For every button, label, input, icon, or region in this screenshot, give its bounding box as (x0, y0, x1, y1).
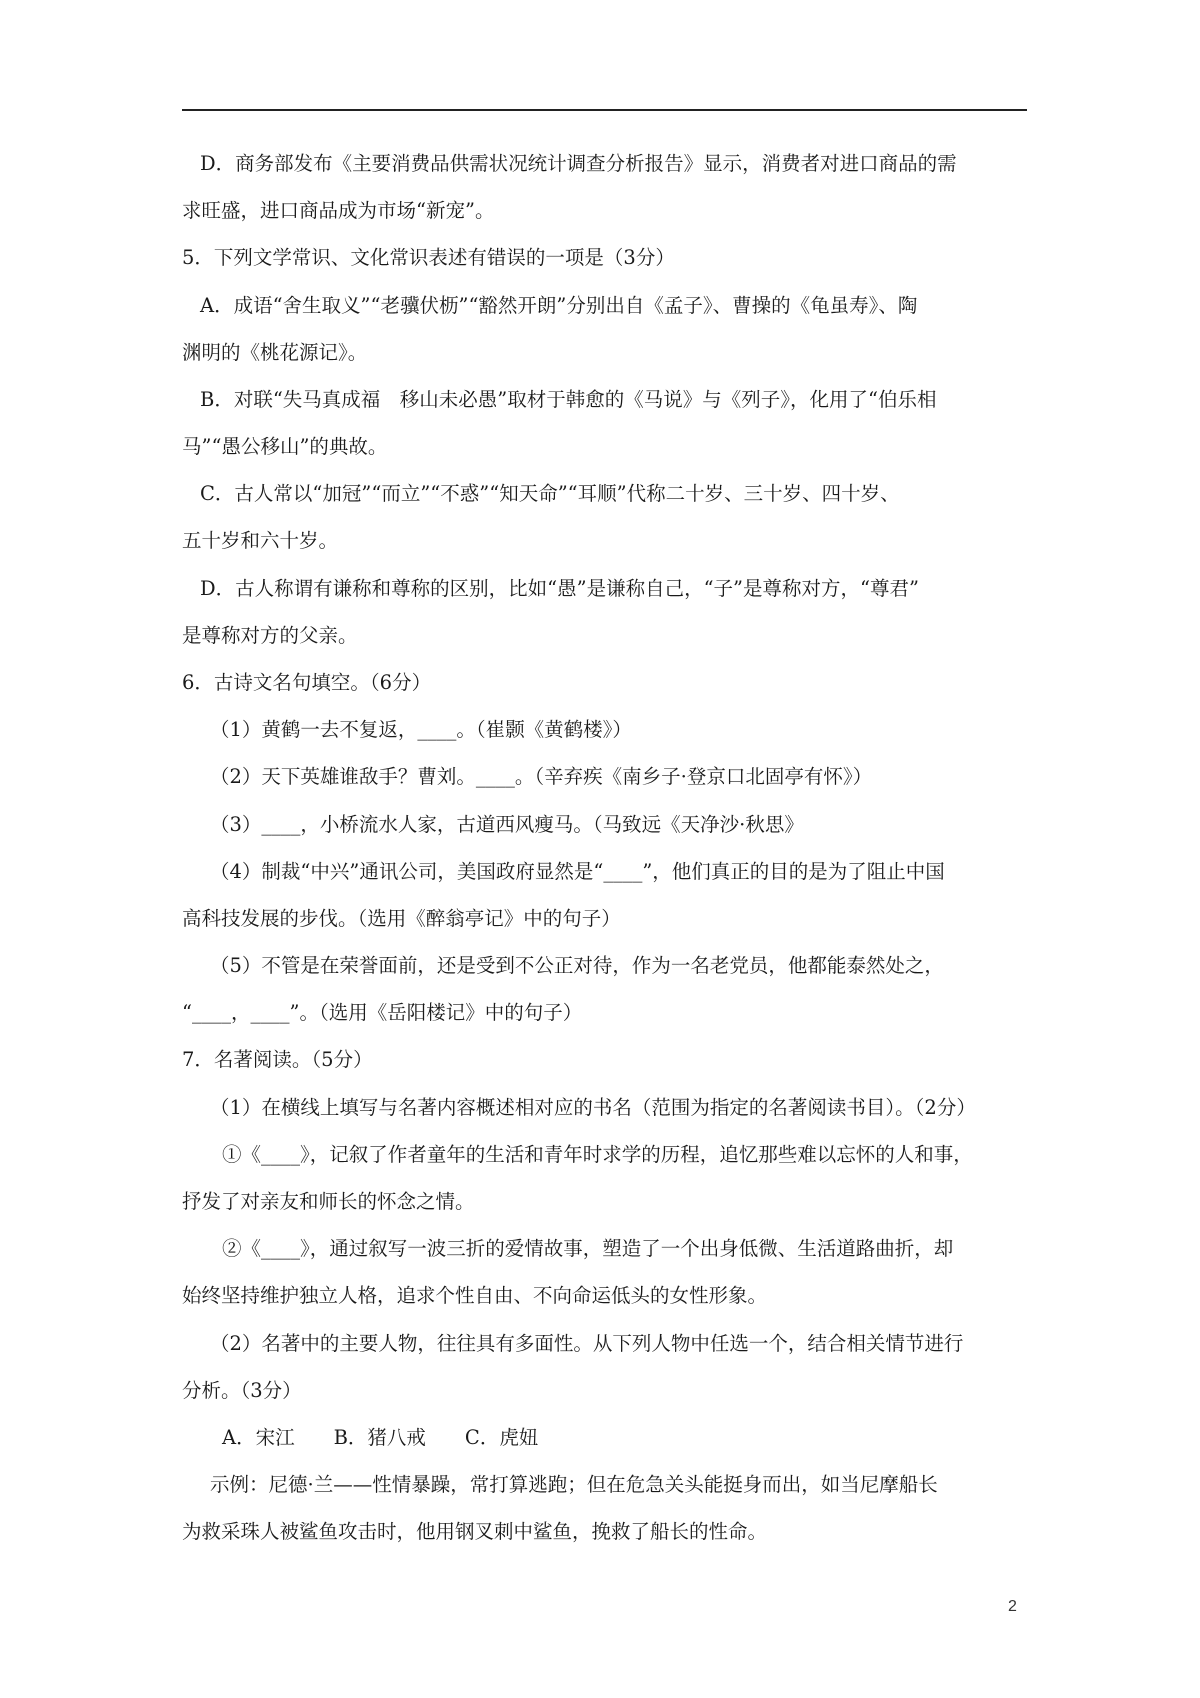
q6-item-3: （3）____，小桥流水人家，古道西风瘦马。（马致远《天净沙·秋思》 (210, 813, 804, 836)
q5-option-d-line-1: D．古人称谓有谦称和尊称的区别，比如“愚”是谦称自己，“子”是尊称对方，“尊君” (200, 577, 919, 600)
q6-item-2: （2）天下英雄谁敌手？曹刘。____。（辛弃疾《南乡子·登京口北固亭有怀》） (210, 765, 873, 788)
question-5-stem: 5．下列文学常识、文化常识表述有错误的一项是（3分） (182, 246, 675, 269)
q6-item-1: （1）黄鹤一去不复返，____。（崔颢《黄鹤楼》） (210, 718, 632, 741)
q5-option-c-line-2: 五十岁和六十岁。 (182, 529, 339, 552)
q7-example-line-1: 示例：尼德·兰——性情暴躁，常打算逃跑；但在危急关头能挺身而出，如当尼摩船长 (210, 1473, 938, 1496)
q6-item-5-line-2: “____，____”。（选用《岳阳楼记》中的句子） (182, 1001, 583, 1024)
q7-part-2-options: A．宋江 B．猪八戒 C．虎妞 (222, 1426, 539, 1449)
q6-item-5-line-1: （5）不管是在荣誉面前，还是受到不公正对待，作为一名老党员，他都能泰然处之， (210, 954, 944, 977)
q7-part-1-stem: （1）在横线上填写与名著内容概述相对应的书名（范围为指定的名著阅读书目）。（2分） (210, 1096, 976, 1119)
q6-item-4-line-2: 高科技发展的步伐。（选用《醉翁亭记》中的句子） (182, 907, 621, 930)
q5-option-c-line-1: C．古人常以“加冠”“而立”“不惑”“知天命”“耳顺”代称二十岁、三十岁、四十岁、 (200, 482, 900, 505)
q5-option-a-line-1: A．成语“舍生取义”“老骥伏枥”“豁然开朗”分别出自《孟子》、曹操的《龟虽寿》、陶 (200, 294, 918, 317)
q6-item-4-line-1: （4）制裁“中兴”通讯公司，美国政府显然是“____”，他们真正的目的是为了阻止中国 (210, 860, 945, 883)
q5-option-b-line-1: B．对联“失马真成福 移山未必愚”取材于韩愈的《马说》与《列子》，化用了“伯乐相 (200, 388, 937, 411)
q7-part-2-stem-line-1: （2）名著中的主要人物，往往具有多面性。从下列人物中任选一个，结合相关情节进行 (210, 1332, 964, 1355)
q5-option-b-line-2: 马”“愚公移山”的典故。 (182, 435, 388, 458)
header-rule (182, 109, 1027, 111)
q7-part-1-item-1-line-1: ①《____》，记叙了作者童年的生活和青年时求学的历程，追忆那些难以忘怀的人和事， (222, 1143, 973, 1166)
q7-part-1-item-2-line-1: ②《____》，通过叙写一波三折的爱情故事，塑造了一个出身低微、生活道路曲折，却 (222, 1237, 954, 1260)
question-7-stem: 7．名著阅读。（5分） (182, 1048, 373, 1071)
q7-part-1-item-1-line-2: 抒发了对亲友和师长的怀念之情。 (182, 1190, 475, 1213)
q5-option-a-line-2: 渊明的《桃花源记》。 (182, 341, 368, 364)
option-d-line-2: 求旺盛，进口商品成为市场“新宠”。 (182, 199, 495, 222)
question-6-stem: 6．古诗文名句填空。（6分） (182, 671, 432, 694)
q7-part-2-stem-line-2: 分析。（3分） (182, 1379, 302, 1402)
q5-option-d-line-2: 是尊称对方的父亲。 (182, 624, 358, 647)
option-d-line-1: D．商务部发布《主要消费品供需状况统计调查分析报告》显示，消费者对进口商品的需 (200, 152, 957, 175)
q7-example-line-2: 为救采珠人被鲨鱼攻击时，他用钢叉刺中鲨鱼，挽救了船长的性命。 (182, 1520, 768, 1543)
q7-part-1-item-2-line-2: 始终坚持维护独立人格，追求个性自由、不向命运低头的女性形象。 (182, 1284, 768, 1307)
page-number: 2 (1008, 1598, 1017, 1615)
